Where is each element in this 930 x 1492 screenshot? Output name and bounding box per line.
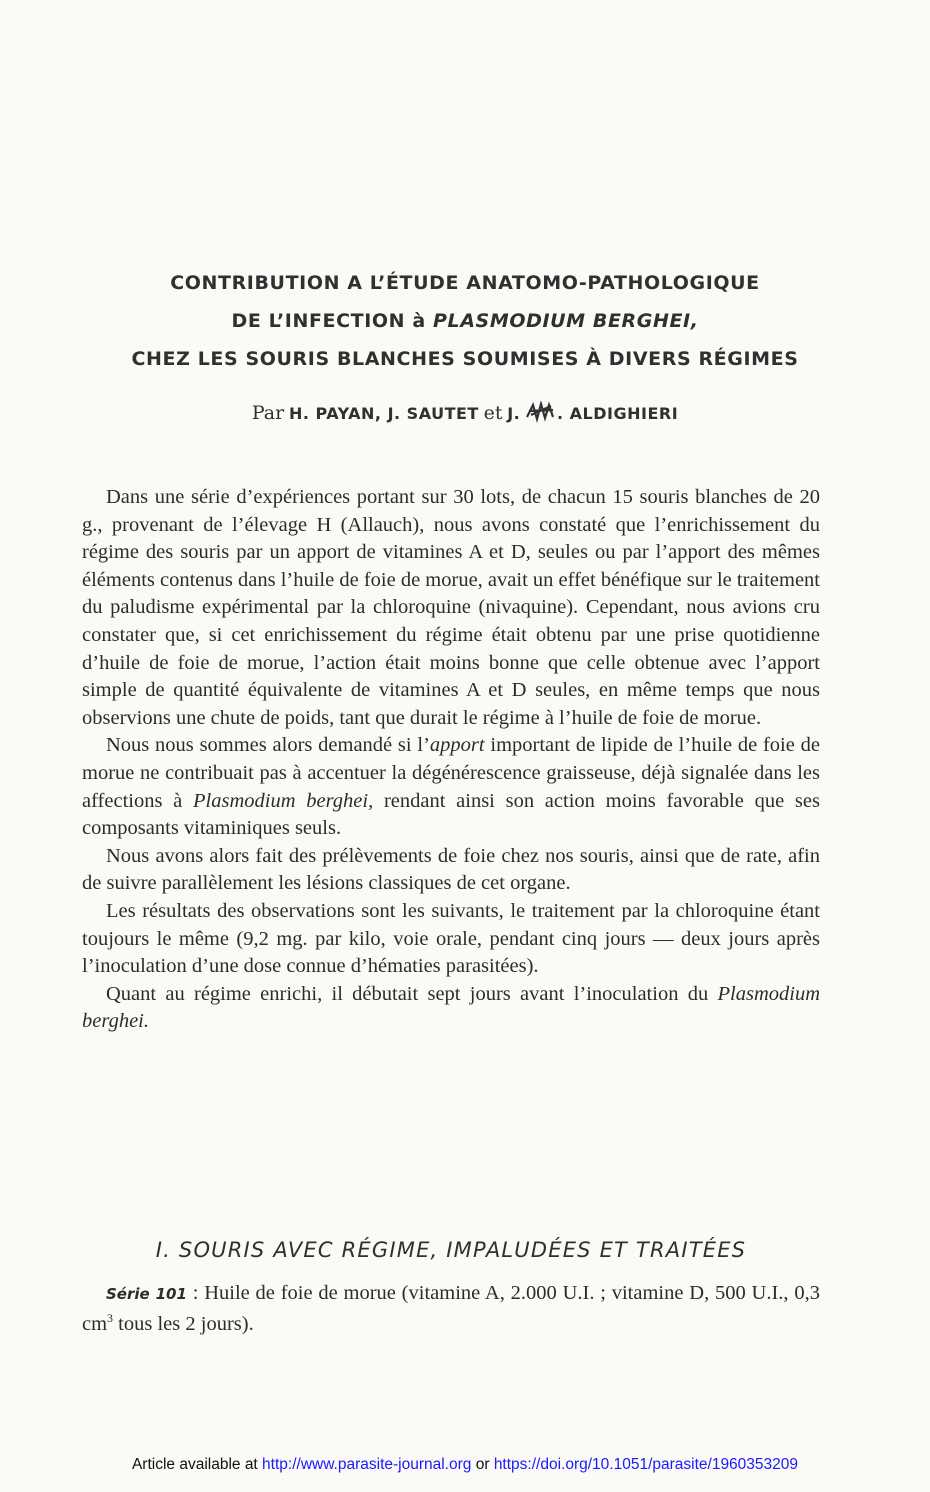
paragraph-5	[82, 981, 820, 1036]
serie-text-a: Huile de foie de morue (vitamine A, 2.000 U.I. ; vitamine D, 500 U.I., 0,3 cm	[82, 1282, 820, 1335]
paragraph-1: Dans une série d’expériences portant sur 30 lots, de chacun 15 souris blanches de 20 g., provenant de l’élevage H (Allauch), nous avons constaté que l’enrichissement du régime des souris par un apport de vitamines A et D, seules ou par l’apport des mêmes éléments contenus dans l’huile de foie de morue, avait un effet bénéfique sur le traitement du paludisme expérimental par la chloroquine (nivaquine). Cependant, nous avions cru constater que, si cet enrichissement du régime était obtenu par une prise quotidienne d’huile de foie de morue, l’action était moins bonne que celle obtenue avec l’apport simple de quantité équivalente de vitamines A et D seules, en même temps que nous observions une chute de poids, tant que durait le régime à l’huile de foie de morue.	[82, 486, 820, 729]
serie-superscript: 3	[107, 1311, 114, 1325]
scribble-mark	[525, 401, 557, 423]
footer-or: or	[471, 1456, 494, 1473]
paragraph-5-italic: Plasmodium berghei.	[82, 982, 820, 1033]
serie-label: Série 101	[106, 1285, 187, 1303]
paragraph-3: Nous avons alors fait des prélèvements de foie chez nos souris, ainsi que de rate, afin de suivre parallèlement les lésions classiques de cet organe.	[82, 844, 820, 895]
title-line-3: CHEZ LES SOURIS BLANCHES SOUMISES À DIVERS RÉGIMES	[131, 348, 799, 370]
authors-names-b-prefix: J.	[507, 404, 521, 423]
paragraph-2-italic-1: apport	[429, 734, 485, 757]
authors-names-a: H. PAYAN, J. SAUTET	[288, 404, 479, 423]
paragraph-2	[82, 732, 820, 842]
authors-line	[60, 401, 870, 425]
doi-link[interactable]: https://doi.org/10.1051/parasite/1960353209	[493, 1456, 799, 1473]
serie-101-paragraph	[82, 1281, 820, 1336]
footer	[0, 1456, 930, 1474]
footer-prefix: Article available at	[131, 1456, 263, 1473]
journal-link[interactable]: http://www.parasite-journal.org	[262, 1456, 472, 1473]
paragraph-2-italic-2: Plasmodium berghei,	[193, 789, 374, 812]
authors-names-b-suffix: . ALDIGHIERI	[557, 404, 679, 423]
authors-and: et	[483, 402, 503, 424]
authors-by: Par	[251, 402, 285, 424]
paragraph-2-a: Nous nous sommes alors demandé si l’	[106, 734, 430, 757]
paragraph-4: Les résultats des observations sont les suivants, le traitement par la chloroquine étant toujours le même (9,2 mg. par kilo, voie orale, pendant cinq jours — deux jours après l’inoculation d’une dose connue d’hématies parasitées).	[82, 899, 820, 978]
section-heading: I. SOURIS AVEC RÉGIME, IMPALUDÉES ET TRAITÉES	[155, 1238, 747, 1262]
serie-text-b: tous les 2 jours).	[113, 1312, 254, 1335]
title-line-2-species: PLASMODIUM BERGHEI,	[433, 310, 699, 332]
title-line-2	[60, 310, 870, 332]
paragraph-5-a: Quant au régime enrichi, il débutait sept jours avant l’inoculation du	[106, 982, 718, 1005]
article-body	[82, 484, 820, 1036]
paragraph-2-c: rendant ainsi son action moins favorable que ses composants vitaminiques seuls.	[82, 789, 820, 840]
serie-separator: :	[186, 1282, 205, 1304]
title-line-2-prefix: DE L’INFECTION à	[231, 310, 433, 332]
title-line-1: CONTRIBUTION A L’ÉTUDE ANATOMO-PATHOLOGIQUE	[170, 272, 760, 294]
paragraph-2-b: important de lipide de l’huile de foie de morue ne contribuait pas à accentuer la dégénérescence graisseuse, déjà signalée dans les affections à	[82, 734, 820, 812]
